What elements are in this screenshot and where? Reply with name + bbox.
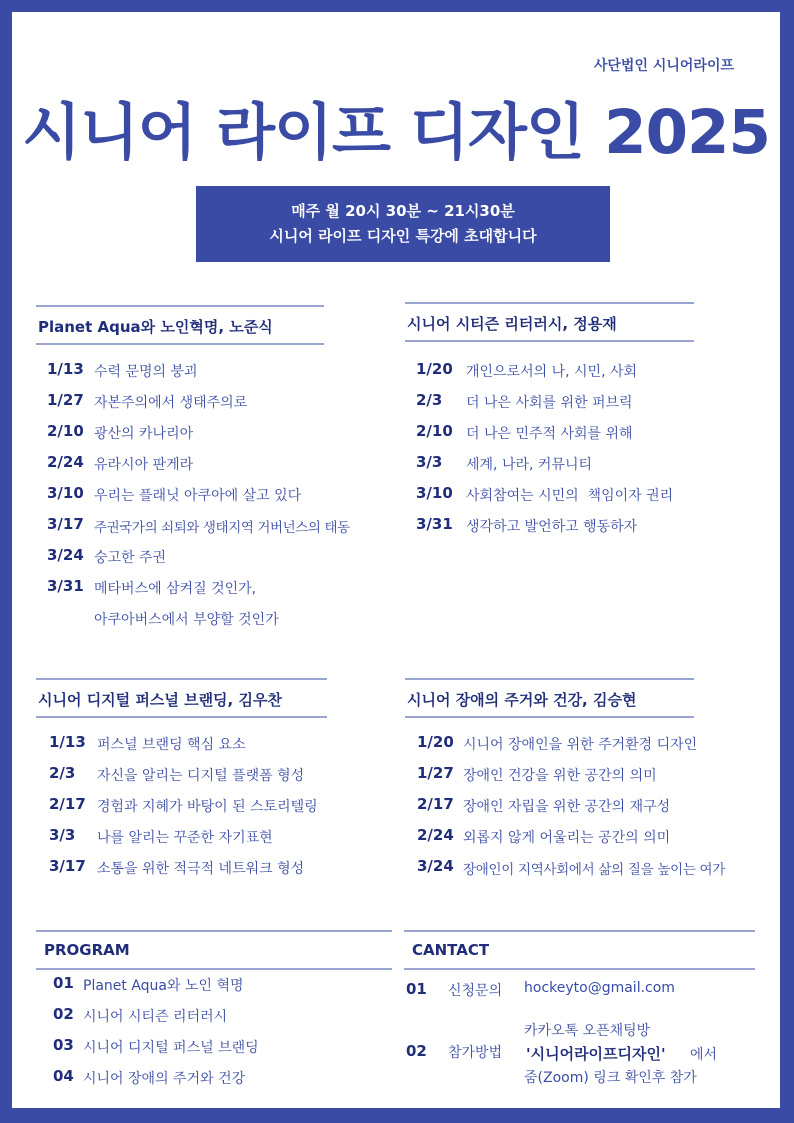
contact-chatroom-name: '시니어라이프디자인': [526, 1045, 666, 1063]
list-item: [47, 577, 407, 639]
section-list-planet-aqua: [47, 360, 407, 639]
list-item: [47, 453, 407, 484]
lecture-date: 3/31: [416, 515, 453, 533]
lecture-topic: 자신을 알리는 디지털 플랫폼 형성: [97, 768, 305, 784]
lecture-date: 3/3: [416, 453, 443, 471]
lecture-date: 1/27: [417, 764, 454, 782]
program-number: 01: [53, 974, 74, 992]
schedule-banner: [196, 186, 610, 262]
list-item: [416, 453, 766, 484]
lecture-date: 3/31: [47, 577, 84, 595]
poster-title: 시니어 라이프 디자인 2025: [22, 97, 770, 168]
poster: [12, 12, 780, 1108]
list-item: [416, 391, 766, 422]
list-item: [49, 733, 399, 764]
contact-label-inquiry: 신청문의: [448, 983, 503, 999]
lecture-topic: 시니어 장애인을 위한 주거환경 디자인: [463, 737, 698, 753]
list-item: [416, 422, 766, 453]
lecture-topic: 외롭지 않게 어울리는 공간의 의미: [463, 830, 671, 846]
banner-line-2: 시니어 라이프 디자인 특강에 초대합니다: [269, 227, 537, 245]
program-item: [53, 974, 393, 1005]
list-item: [416, 484, 766, 515]
list-item: [417, 795, 773, 826]
lecture-topic: 개인으로서의 나, 시민, 사회: [466, 364, 638, 380]
lecture-topic: 장애인 자립을 위한 공간의 재구성: [463, 799, 671, 815]
contact-block: [406, 978, 766, 1098]
lecture-topic: 세계, 나라, 커뮤니티: [466, 457, 592, 473]
list-item: [47, 422, 407, 453]
lecture-date: 1/13: [49, 733, 86, 751]
lecture-date: 2/10: [416, 422, 453, 440]
lecture-date: 3/17: [49, 857, 86, 875]
program-item: [53, 1036, 393, 1067]
contact-label-method: 참가방법: [448, 1045, 503, 1061]
lecture-topic-continued: 아쿠아버스에서 부양할 것인가: [94, 612, 279, 628]
lecture-date: 1/20: [416, 360, 453, 378]
list-item: [49, 764, 399, 795]
program-number: 04: [53, 1067, 74, 1085]
lecture-date: 1/27: [47, 391, 84, 409]
program-label: Planet Aqua와 노인 혁명: [83, 978, 244, 994]
lecture-topic: 더 나은 사회를 위한 퍼브릭: [466, 395, 633, 411]
banner-line-1: 매주 월 20시 30분 ~ 21시30분: [291, 202, 515, 220]
lecture-topic: 퍼스널 브랜딩 핵심 요소: [97, 737, 246, 753]
list-item: [416, 515, 766, 546]
lecture-date: 3/24: [47, 546, 84, 564]
list-item: [417, 857, 773, 888]
list-item: [47, 546, 407, 577]
lecture-date: 2/17: [417, 795, 454, 813]
list-item: [49, 795, 399, 826]
list-item: [49, 857, 399, 888]
lecture-date: 1/13: [47, 360, 84, 378]
lecture-topic: 장애인이 지역사회에서 삶의 질을 높이는 여가: [463, 862, 726, 878]
list-item: [47, 484, 407, 515]
list-item: [47, 360, 407, 391]
lecture-date: 3/10: [47, 484, 84, 502]
lecture-date: 2/10: [47, 422, 84, 440]
lecture-topic: 유라시아 판게라: [94, 457, 194, 473]
lecture-topic: 사회참여는 시민의 책임이자 권리: [466, 488, 674, 504]
lecture-date: 2/17: [49, 795, 86, 813]
contact-method-line-2-suffix: 에서: [690, 1047, 718, 1063]
program-item: [53, 1067, 393, 1098]
lecture-date: 2/3: [49, 764, 76, 782]
program-number: 03: [53, 1036, 74, 1054]
lecture-topic: 경험과 지혜가 바탕이 된 스토리텔링: [97, 799, 318, 815]
program-number: 02: [53, 1005, 74, 1023]
section-list-personal-branding: [49, 733, 399, 888]
contact-method-line-3: 줌(Zoom) 링크 확인후 참가: [524, 1070, 697, 1086]
lecture-topic: 숭고한 주권: [94, 550, 167, 566]
lecture-date: 1/20: [417, 733, 454, 751]
section-title-planet-aqua: Planet Aqua와 노인혁명, 노준식: [36, 305, 324, 345]
lecture-date: 3/3: [49, 826, 76, 844]
list-item: [416, 360, 766, 391]
lecture-topic: 광산의 카나리아: [94, 426, 194, 442]
contact-number: 01: [406, 980, 427, 998]
program-item: [53, 1005, 393, 1036]
lecture-date: 3/17: [47, 515, 84, 533]
lecture-topic: 수력 문명의 붕괴: [94, 364, 198, 380]
lecture-topic: 더 나은 민주적 사회를 위해: [466, 426, 633, 442]
organization-name: 사단법인 시니어라이프: [593, 58, 734, 74]
lecture-date: 3/24: [417, 857, 454, 875]
section-list-citizen-literacy: [416, 360, 766, 546]
lecture-date: 2/24: [47, 453, 84, 471]
list-item: [417, 826, 773, 857]
list-item: [47, 391, 407, 422]
section-title-housing-health: 시니어 장애의 주거와 건강, 김승현: [405, 678, 694, 718]
lecture-topic: 자본주의에서 생태주의로: [94, 395, 248, 411]
list-item: [417, 733, 773, 764]
contact-number: 02: [406, 1042, 427, 1060]
program-label: 시니어 장애의 주거와 건강: [83, 1071, 246, 1087]
lecture-date: 2/24: [417, 826, 454, 844]
program-heading: PROGRAM: [36, 930, 392, 970]
lecture-topic: 소통을 위한 적극적 네트워크 형성: [97, 861, 305, 877]
contact-email[interactable]: hockeyto@gmail.com: [524, 980, 675, 996]
contact-method-line-1: 카카오톡 오픈채팅방: [524, 1023, 651, 1039]
program-label: 시니어 디지털 퍼스널 브랜딩: [83, 1040, 259, 1056]
lecture-topic: 장애인 건강을 위한 공간의 의미: [463, 768, 657, 784]
contact-heading: CANTACT: [404, 930, 755, 970]
section-list-housing-health: [417, 733, 773, 888]
program-label: 시니어 시티즌 리터러시: [83, 1009, 228, 1025]
lecture-topic: 나를 알리는 꾸준한 자기표현: [97, 830, 273, 846]
list-item: [47, 515, 407, 546]
section-title-personal-branding: 시니어 디지털 퍼스널 브랜딩, 김우찬: [36, 678, 327, 718]
lecture-date: 3/10: [416, 484, 453, 502]
lecture-topic: 메타버스에 삼켜질 것인가,: [94, 581, 257, 597]
lecture-topic: 생각하고 발언하고 행동하자: [466, 519, 638, 535]
lecture-topic: 우리는 플래닛 아쿠아에 살고 있다: [94, 488, 302, 504]
section-title-citizen-literacy: 시니어 시티즌 리터러시, 정용재: [405, 302, 694, 342]
list-item: [49, 826, 399, 857]
list-item: [417, 764, 773, 795]
lecture-date: 2/3: [416, 391, 443, 409]
lecture-topic: 주권국가의 쇠퇴와 생태지역 거버넌스의 태동: [94, 520, 350, 536]
program-list: [53, 974, 393, 1098]
